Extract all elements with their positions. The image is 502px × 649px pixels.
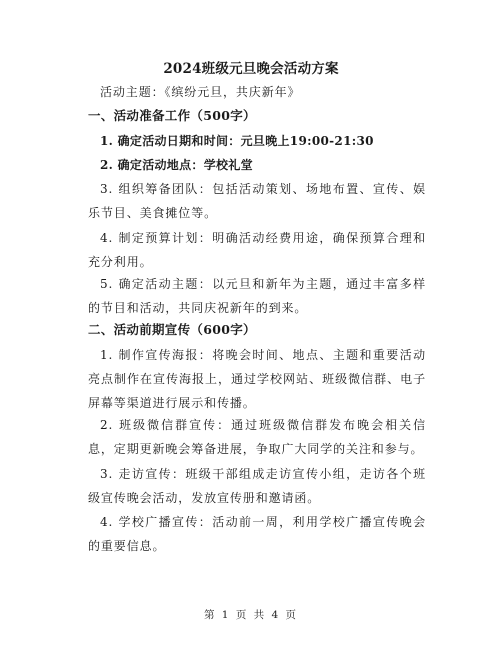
page-footer: 第 1 页 共 4 页: [203, 609, 299, 621]
section1-item5: 5. 确定活动主题：以元旦和新年为主题，通过丰富多样的节目和活动，共同庆祝新年的到来。: [88, 277, 426, 315]
document-title: 2024班级元旦晚会活动方案: [163, 61, 339, 77]
section1-item4: 4. 制定预算计划：明确活动经费用途，确保预算合理和充分利用。: [88, 231, 426, 269]
theme-line: 活动主题：《缤纷元旦，共庆新年》: [100, 85, 301, 99]
section1-heading: 一、活动准备工作（500字）: [88, 108, 256, 123]
section2-item4: 4. 学校广播宣传：活动前一周，利用学校广播宣传晚会的重要信息。: [88, 515, 426, 553]
section2-item1: 1. 制作宣传海报：将晚会时间、地点、主题和重要活动亮点制作在宣传海报上，通过学校网站、班级微信群、电子屏幕等渠道进行展示和传播。: [88, 348, 426, 410]
section2-heading: 二、活动前期宣传（600字）: [88, 322, 256, 337]
section1-item1: 1. 确定活动日期和时间：元旦晚上19:00-21:30: [100, 134, 374, 148]
section2-item3: 3. 走访宣传：班级干部组成走访宣传小组，走访各个班级宣传晚会活动，发放宣传册和邀请函。: [88, 467, 426, 505]
section1-item2: 2. 确定活动地点：学校礼堂: [100, 158, 253, 172]
section2-item2: 2. 班级微信群宣传：通过班级微信群发布晚会相关信息，定期更新晚会筹备进展，争取广大同学的关注和参与。: [88, 418, 426, 456]
section1-item3: 3. 组织筹备团队：包括活动策划、场地布置、宣传、娱乐节目、美食摊位等。: [88, 182, 426, 220]
